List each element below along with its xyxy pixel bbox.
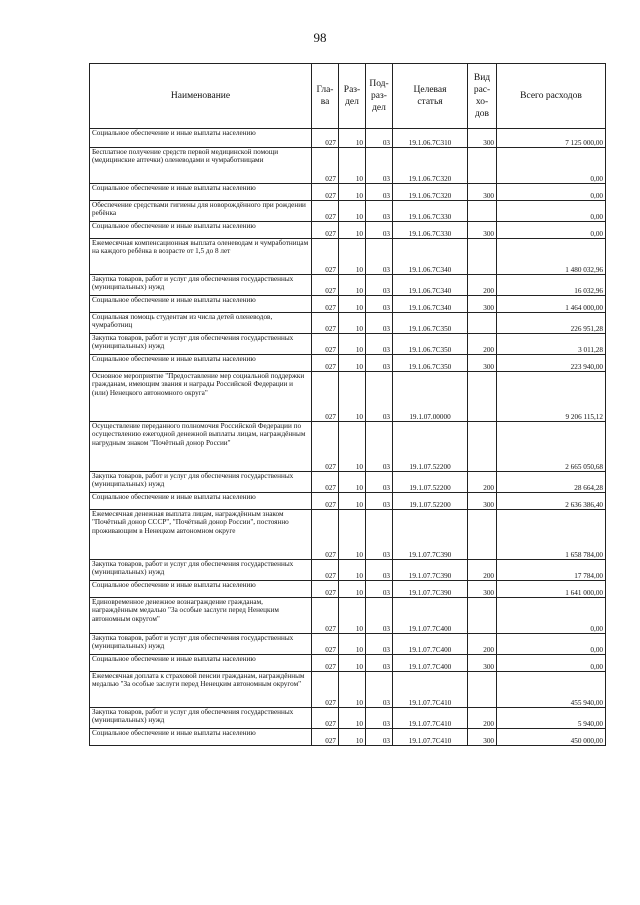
row-name: Осуществление переданного полномочия Российской Федерации по осуществлению ежегодной денежной выплаты лицам, награждённым нагрудным знаком "Почётный донор России" [90, 422, 312, 472]
row-razdel: 10 [339, 510, 366, 560]
row-podrazdel: 03 [366, 634, 393, 655]
row-podrazdel: 03 [366, 222, 393, 239]
row-statya: 19.1.06.7С310 [393, 129, 468, 148]
row-statya: 19.1.07.7С410 [393, 729, 468, 746]
row-glava: 027 [312, 729, 339, 746]
row-total: 7 125 000,00 [497, 129, 606, 148]
table-row [90, 422, 606, 472]
row-vid: 300 [468, 184, 497, 201]
table-row [90, 148, 606, 184]
row-glava: 027 [312, 493, 339, 510]
row-vid [468, 239, 497, 275]
row-podrazdel: 03 [366, 334, 393, 355]
row-total: 1 464 000,00 [497, 296, 606, 313]
row-podrazdel: 03 [366, 560, 393, 581]
row-name: Социальное обеспечение и иные выплаты населению [90, 729, 312, 746]
row-name: Социальное обеспечение и иные выплаты населению [90, 493, 312, 510]
row-vid: 300 [468, 222, 497, 239]
table-row [90, 472, 606, 493]
row-glava: 027 [312, 672, 339, 708]
row-statya: 19.1.06.7С350 [393, 334, 468, 355]
row-razdel: 10 [339, 655, 366, 672]
row-razdel: 10 [339, 275, 366, 296]
row-vid [468, 148, 497, 184]
row-total: 1 641 000,00 [497, 581, 606, 598]
row-name: Закупка товаров, работ и услуг для обеспечения государственных (муниципальных) нужд [90, 560, 312, 581]
row-podrazdel: 03 [366, 355, 393, 372]
row-statya: 19.1.07.52200 [393, 493, 468, 510]
table-row [90, 372, 606, 422]
row-name: Основное мероприятие "Предоставление мер социальной поддержки гражданам, имеющим звания и награды Российской Федерации и (или) Ненецкого автономного округа" [90, 372, 312, 422]
row-name: Ежемесячная денежная выплата лицам, награждённым знаком "Почётный донор СССР", "Почётный донор России", постоянно проживающим в Ненецком автономном округе [90, 510, 312, 560]
row-total: 226 951,28 [497, 313, 606, 334]
table-row [90, 275, 606, 296]
row-razdel: 10 [339, 493, 366, 510]
row-name: Социальное обеспечение и иные выплаты населению [90, 222, 312, 239]
row-vid [468, 672, 497, 708]
row-podrazdel: 03 [366, 184, 393, 201]
table-row [90, 129, 606, 148]
row-razdel: 10 [339, 201, 366, 222]
row-total: 3 011,28 [497, 334, 606, 355]
row-vid: 200 [468, 560, 497, 581]
row-glava: 027 [312, 222, 339, 239]
row-total: 1 658 784,00 [497, 510, 606, 560]
row-podrazdel: 03 [366, 275, 393, 296]
row-glava: 027 [312, 708, 339, 729]
header-vid: Вид рас- хо- дов [468, 64, 497, 129]
table-row [90, 708, 606, 729]
row-glava: 027 [312, 296, 339, 313]
row-statya: 19.1.07.7С400 [393, 655, 468, 672]
row-name: Закупка товаров, работ и услуг для обеспечения государственных (муниципальных) нужд [90, 472, 312, 493]
row-razdel: 10 [339, 372, 366, 422]
row-razdel: 10 [339, 148, 366, 184]
row-podrazdel: 03 [366, 672, 393, 708]
row-statya: 19.1.06.7С350 [393, 355, 468, 372]
row-name: Закупка товаров, работ и услуг для обеспечения государственных (муниципальных) нужд [90, 708, 312, 729]
row-vid: 300 [468, 296, 497, 313]
row-glava: 027 [312, 334, 339, 355]
table-header [90, 64, 606, 129]
row-statya: 19.1.06.7С340 [393, 296, 468, 313]
header-name: Наименование [90, 64, 312, 129]
row-razdel: 10 [339, 296, 366, 313]
row-total: 0,00 [497, 184, 606, 201]
row-name: Социальное обеспечение и иные выплаты населению [90, 184, 312, 201]
table-row [90, 581, 606, 598]
row-glava: 027 [312, 239, 339, 275]
table-row [90, 239, 606, 275]
row-statya: 19.1.07.7С390 [393, 581, 468, 598]
row-statya: 19.1.06.7С350 [393, 313, 468, 334]
header-total: Всего расходов [497, 64, 606, 129]
row-name: Социальное обеспечение и иные выплаты населению [90, 655, 312, 672]
row-razdel: 10 [339, 560, 366, 581]
row-glava: 027 [312, 355, 339, 372]
table-row [90, 598, 606, 634]
row-name: Закупка товаров, работ и услуг для обеспечения государственных (муниципальных) нужд [90, 275, 312, 296]
row-podrazdel: 03 [366, 510, 393, 560]
row-glava: 027 [312, 275, 339, 296]
row-total: 28 664,28 [497, 472, 606, 493]
row-name: Закупка товаров, работ и услуг для обеспечения государственных (муниципальных) нужд [90, 634, 312, 655]
header-razdel: Раз- дел [339, 64, 366, 129]
row-razdel: 10 [339, 129, 366, 148]
row-total: 1 480 032,96 [497, 239, 606, 275]
row-total: 455 940,00 [497, 672, 606, 708]
row-podrazdel: 03 [366, 296, 393, 313]
row-name: Социальное обеспечение и иные выплаты населению [90, 129, 312, 148]
row-razdel: 10 [339, 672, 366, 708]
row-vid: 200 [468, 708, 497, 729]
row-vid [468, 313, 497, 334]
row-total: 9 206 115,12 [497, 372, 606, 422]
row-vid [468, 201, 497, 222]
table-row [90, 222, 606, 239]
row-total: 0,00 [497, 222, 606, 239]
row-glava: 027 [312, 560, 339, 581]
table-row [90, 355, 606, 372]
row-vid: 200 [468, 334, 497, 355]
row-podrazdel: 03 [366, 422, 393, 472]
row-total: 17 784,00 [497, 560, 606, 581]
table-row [90, 560, 606, 581]
table-row [90, 334, 606, 355]
row-vid [468, 422, 497, 472]
expenditure-table [89, 63, 606, 746]
row-total: 16 032,96 [497, 275, 606, 296]
table-row [90, 510, 606, 560]
row-statya: 19.1.07.7С410 [393, 708, 468, 729]
row-podrazdel: 03 [366, 129, 393, 148]
header-glava: Гла- ва [312, 64, 339, 129]
row-glava: 027 [312, 422, 339, 472]
row-razdel: 10 [339, 708, 366, 729]
row-total: 0,00 [497, 201, 606, 222]
row-glava: 027 [312, 313, 339, 334]
row-statya: 19.1.06.7С340 [393, 239, 468, 275]
row-total: 0,00 [497, 148, 606, 184]
row-glava: 027 [312, 598, 339, 634]
row-glava: 027 [312, 201, 339, 222]
row-name: Единовременное денежное вознаграждение гражданам, награждённым медалью "За особые заслуги перед Ненецким автономным округом" [90, 598, 312, 634]
table-row [90, 313, 606, 334]
row-statya: 19.1.07.7С400 [393, 598, 468, 634]
row-razdel: 10 [339, 334, 366, 355]
row-statya: 19.1.07.7С390 [393, 560, 468, 581]
table-row [90, 296, 606, 313]
row-total: 223 940,00 [497, 355, 606, 372]
row-glava: 027 [312, 655, 339, 672]
row-vid [468, 510, 497, 560]
table-row [90, 672, 606, 708]
row-podrazdel: 03 [366, 201, 393, 222]
row-total: 2 665 050,68 [497, 422, 606, 472]
row-vid: 300 [468, 355, 497, 372]
row-statya: 19.1.07.7С400 [393, 634, 468, 655]
row-vid: 200 [468, 634, 497, 655]
row-razdel: 10 [339, 313, 366, 334]
row-podrazdel: 03 [366, 598, 393, 634]
row-podrazdel: 03 [366, 729, 393, 746]
table-row [90, 729, 606, 746]
row-razdel: 10 [339, 222, 366, 239]
header-statya: Целевая статья [393, 64, 468, 129]
row-razdel: 10 [339, 581, 366, 598]
row-total: 0,00 [497, 598, 606, 634]
table-row [90, 184, 606, 201]
row-vid: 300 [468, 129, 497, 148]
row-name: Обеспечение средствами гигиены для новорождённого при рождении ребёнка [90, 201, 312, 222]
row-razdel: 10 [339, 472, 366, 493]
row-glava: 027 [312, 129, 339, 148]
row-razdel: 10 [339, 355, 366, 372]
row-glava: 027 [312, 634, 339, 655]
row-vid: 200 [468, 275, 497, 296]
row-vid: 300 [468, 729, 497, 746]
row-name: Социальное обеспечение и иные выплаты населению [90, 581, 312, 598]
row-name: Ежемесячная доплата к страховой пенсии гражданам, награждённым медалью "За особые заслуги перед Ненецким автономным округом" [90, 672, 312, 708]
row-podrazdel: 03 [366, 472, 393, 493]
row-vid: 300 [468, 493, 497, 510]
row-glava: 027 [312, 472, 339, 493]
row-podrazdel: 03 [366, 493, 393, 510]
row-statya: 19.1.06.7С330 [393, 201, 468, 222]
row-name: Бесплатное получение средств первой медицинской помощи (медицинские аптечки) оленеводами и чумработницами [90, 148, 312, 184]
table-row [90, 493, 606, 510]
row-podrazdel: 03 [366, 655, 393, 672]
row-total: 450 000,00 [497, 729, 606, 746]
row-statya: 19.1.07.52200 [393, 422, 468, 472]
row-vid: 200 [468, 472, 497, 493]
row-glava: 027 [312, 148, 339, 184]
row-statya: 19.1.06.7С320 [393, 148, 468, 184]
row-podrazdel: 03 [366, 148, 393, 184]
row-statya: 19.1.07.7С390 [393, 510, 468, 560]
row-total: 2 636 386,40 [497, 493, 606, 510]
row-podrazdel: 03 [366, 239, 393, 275]
row-name: Социальная помощь студентам из числа детей оленеводов, чумработниц [90, 313, 312, 334]
row-statya: 19.1.06.7С340 [393, 275, 468, 296]
row-statya: 19.1.06.7С320 [393, 184, 468, 201]
row-razdel: 10 [339, 634, 366, 655]
row-name: Социальное обеспечение и иные выплаты населению [90, 355, 312, 372]
row-name: Социальное обеспечение и иные выплаты населению [90, 296, 312, 313]
row-podrazdel: 03 [366, 581, 393, 598]
row-name: Ежемесячная компенсационная выплата оленеводам и чумработницам на каждого ребёнка в возрасте от 1,5 до 8 лет [90, 239, 312, 275]
row-podrazdel: 03 [366, 372, 393, 422]
row-statya: 19.1.07.7С410 [393, 672, 468, 708]
row-vid [468, 372, 497, 422]
row-razdel: 10 [339, 422, 366, 472]
row-total: 0,00 [497, 655, 606, 672]
row-razdel: 10 [339, 239, 366, 275]
row-vid: 300 [468, 655, 497, 672]
row-vid [468, 598, 497, 634]
row-statya: 19.1.06.7С330 [393, 222, 468, 239]
row-statya: 19.1.07.00000 [393, 372, 468, 422]
row-razdel: 10 [339, 729, 366, 746]
row-glava: 027 [312, 510, 339, 560]
row-glava: 027 [312, 581, 339, 598]
row-vid: 300 [468, 581, 497, 598]
row-total: 5 940,00 [497, 708, 606, 729]
row-total: 0,00 [497, 634, 606, 655]
table-row [90, 634, 606, 655]
row-podrazdel: 03 [366, 313, 393, 334]
row-glava: 027 [312, 184, 339, 201]
row-razdel: 10 [339, 184, 366, 201]
row-razdel: 10 [339, 598, 366, 634]
table-body [90, 129, 606, 746]
table-row [90, 201, 606, 222]
page-number: 98 [313, 30, 327, 45]
row-statya: 19.1.07.52200 [393, 472, 468, 493]
header-podrazdel: Под- раз- дел [366, 64, 393, 129]
table-row [90, 655, 606, 672]
row-podrazdel: 03 [366, 708, 393, 729]
row-glava: 027 [312, 372, 339, 422]
row-name: Закупка товаров, работ и услуг для обеспечения государственных (муниципальных) нужд [90, 334, 312, 355]
